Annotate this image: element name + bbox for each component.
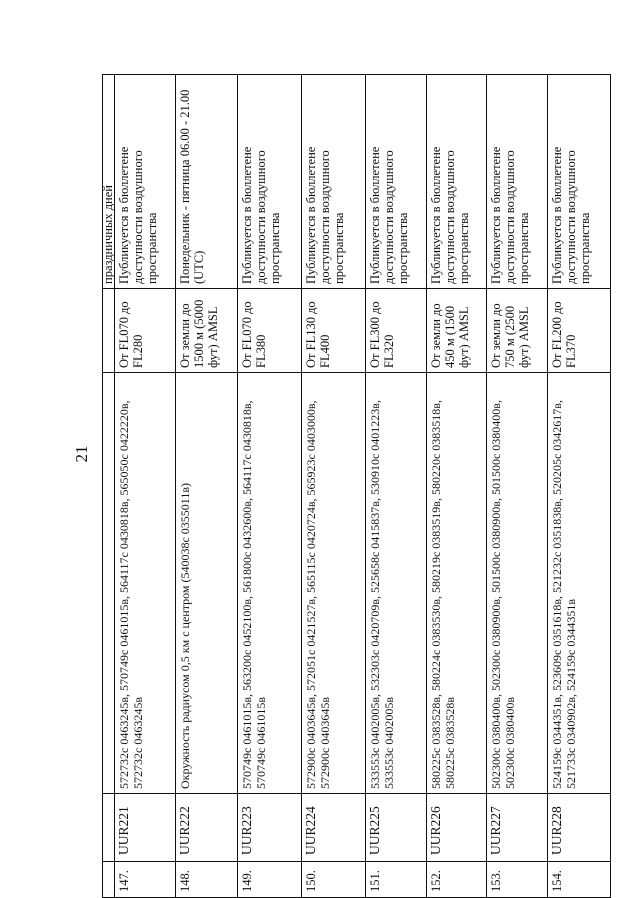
zone-designator: UUR223 <box>238 794 302 862</box>
remarks-cell: Публикуется в бюллетене доступности воздушного пространства <box>427 75 487 289</box>
row-number: 153. <box>487 862 548 898</box>
remarks-cell: Публикуется в бюллетене доступности воздушного пространства <box>302 75 366 289</box>
remarks-cell: Публикуется в бюллетене доступности воздушного пространства <box>366 75 427 289</box>
zone-designator: UUR228 <box>548 794 611 862</box>
row-number: 152. <box>427 862 487 898</box>
table-row <box>487 75 548 898</box>
vertical-limits-cell: От FL070 до FL380 <box>238 289 302 373</box>
header-cell-designator <box>103 794 115 862</box>
remarks-cell: Публикуется в бюллетене доступности воздушного пространства <box>115 75 176 289</box>
table-row <box>427 75 487 898</box>
row-number: 148. <box>176 862 238 898</box>
remarks-cell: Понедельник - пятница 06.00 - 21.00 (UTC) <box>176 75 238 289</box>
vertical-limits-cell: От FL200 до FL370 <box>548 289 611 373</box>
coordinates-cell: Окружность радиусом 0,5 км с центром (540038с 0355011в) <box>176 373 238 794</box>
remarks-cell: Публикуется в бюллетене доступности воздушного пространства <box>487 75 548 289</box>
zone-designator: UUR224 <box>302 794 366 862</box>
coordinates-cell: 580225с 0383528в, 580224с 0383530в, 580219с 0383519в, 580220с 0383518в, 580225с 0383528в <box>427 373 487 794</box>
header-cell-num <box>103 862 115 898</box>
page-number: 21 <box>72 445 91 463</box>
rotated-page-content <box>101 75 592 898</box>
table-row <box>302 75 366 898</box>
vertical-limits-cell: От земли до 750 м (2500 фут) AMSL <box>487 289 548 373</box>
table-row <box>366 75 427 898</box>
vertical-limits-cell: От земли до 1500 м (5000 фут) AMSL <box>176 289 238 373</box>
vertical-limits-cell: От FL130 до FL400 <box>302 289 366 373</box>
table-row <box>176 75 238 898</box>
coordinates-cell: 502300с 0380400в, 502300с 0380900в, 501500с 0380900в, 501500с 0380400в, 502300с 0380400в <box>487 373 548 794</box>
coordinates-cell: 570749с 0461015в, 563200с 0452100в, 561800с 0432600в, 564117с 0430818в, 570749с 0461015в <box>238 373 302 794</box>
zone-designator: UUR222 <box>176 794 238 862</box>
row-number: 150. <box>302 862 366 898</box>
header-cell-remarks: праздничных дней <box>103 75 115 289</box>
table-row <box>115 75 176 898</box>
zone-designator: UUR226 <box>427 794 487 862</box>
header-cell-limits <box>103 289 115 373</box>
remarks-cell: Публикуется в бюллетене доступности воздушного пространства <box>238 75 302 289</box>
vertical-limits-cell: От FL070 до FL280 <box>115 289 176 373</box>
row-number: 149. <box>238 862 302 898</box>
zone-designator: UUR225 <box>366 794 427 862</box>
row-number: 154. <box>548 862 611 898</box>
zone-designator: UUR227 <box>487 794 548 862</box>
table-row <box>238 75 302 898</box>
row-number: 147. <box>115 862 176 898</box>
coordinates-cell: 533553с 0402005в, 532303с 0420709в, 525658с 0415837в, 530910с 0401223в, 533553с 0402005в <box>366 373 427 794</box>
table-row <box>548 75 611 898</box>
coordinates-cell: 524159с 0344351в, 523609с 0351618в, 521232с 0351838в, 520205с 0342617в, 521733с 0340902в, 524159с 0344351в <box>548 373 611 794</box>
table-body <box>103 75 611 898</box>
vertical-limits-cell: От FL300 до FL320 <box>366 289 427 373</box>
header-cell-coordinates <box>103 373 115 794</box>
coordinates-cell: 572900с 0403645в, 572051с 0421527в, 565115с 0420724в, 565923с 0403000в, 572900с 0403645в <box>302 373 366 794</box>
row-number: 151. <box>366 862 427 898</box>
restricted-areas-table <box>102 74 611 898</box>
remarks-cell: Публикуется в бюллетене доступности воздушного пространства <box>548 75 611 289</box>
table-header-continuation <box>103 75 115 898</box>
zone-designator: UUR221 <box>115 794 176 862</box>
vertical-limits-cell: От земли до 450 м (1500 фут) AMSL <box>427 289 487 373</box>
coordinates-cell: 572732с 0463245в, 570749с 0461015в, 564117с 0430818в, 565050с 0422220в, 572732с 0463245в <box>115 373 176 794</box>
